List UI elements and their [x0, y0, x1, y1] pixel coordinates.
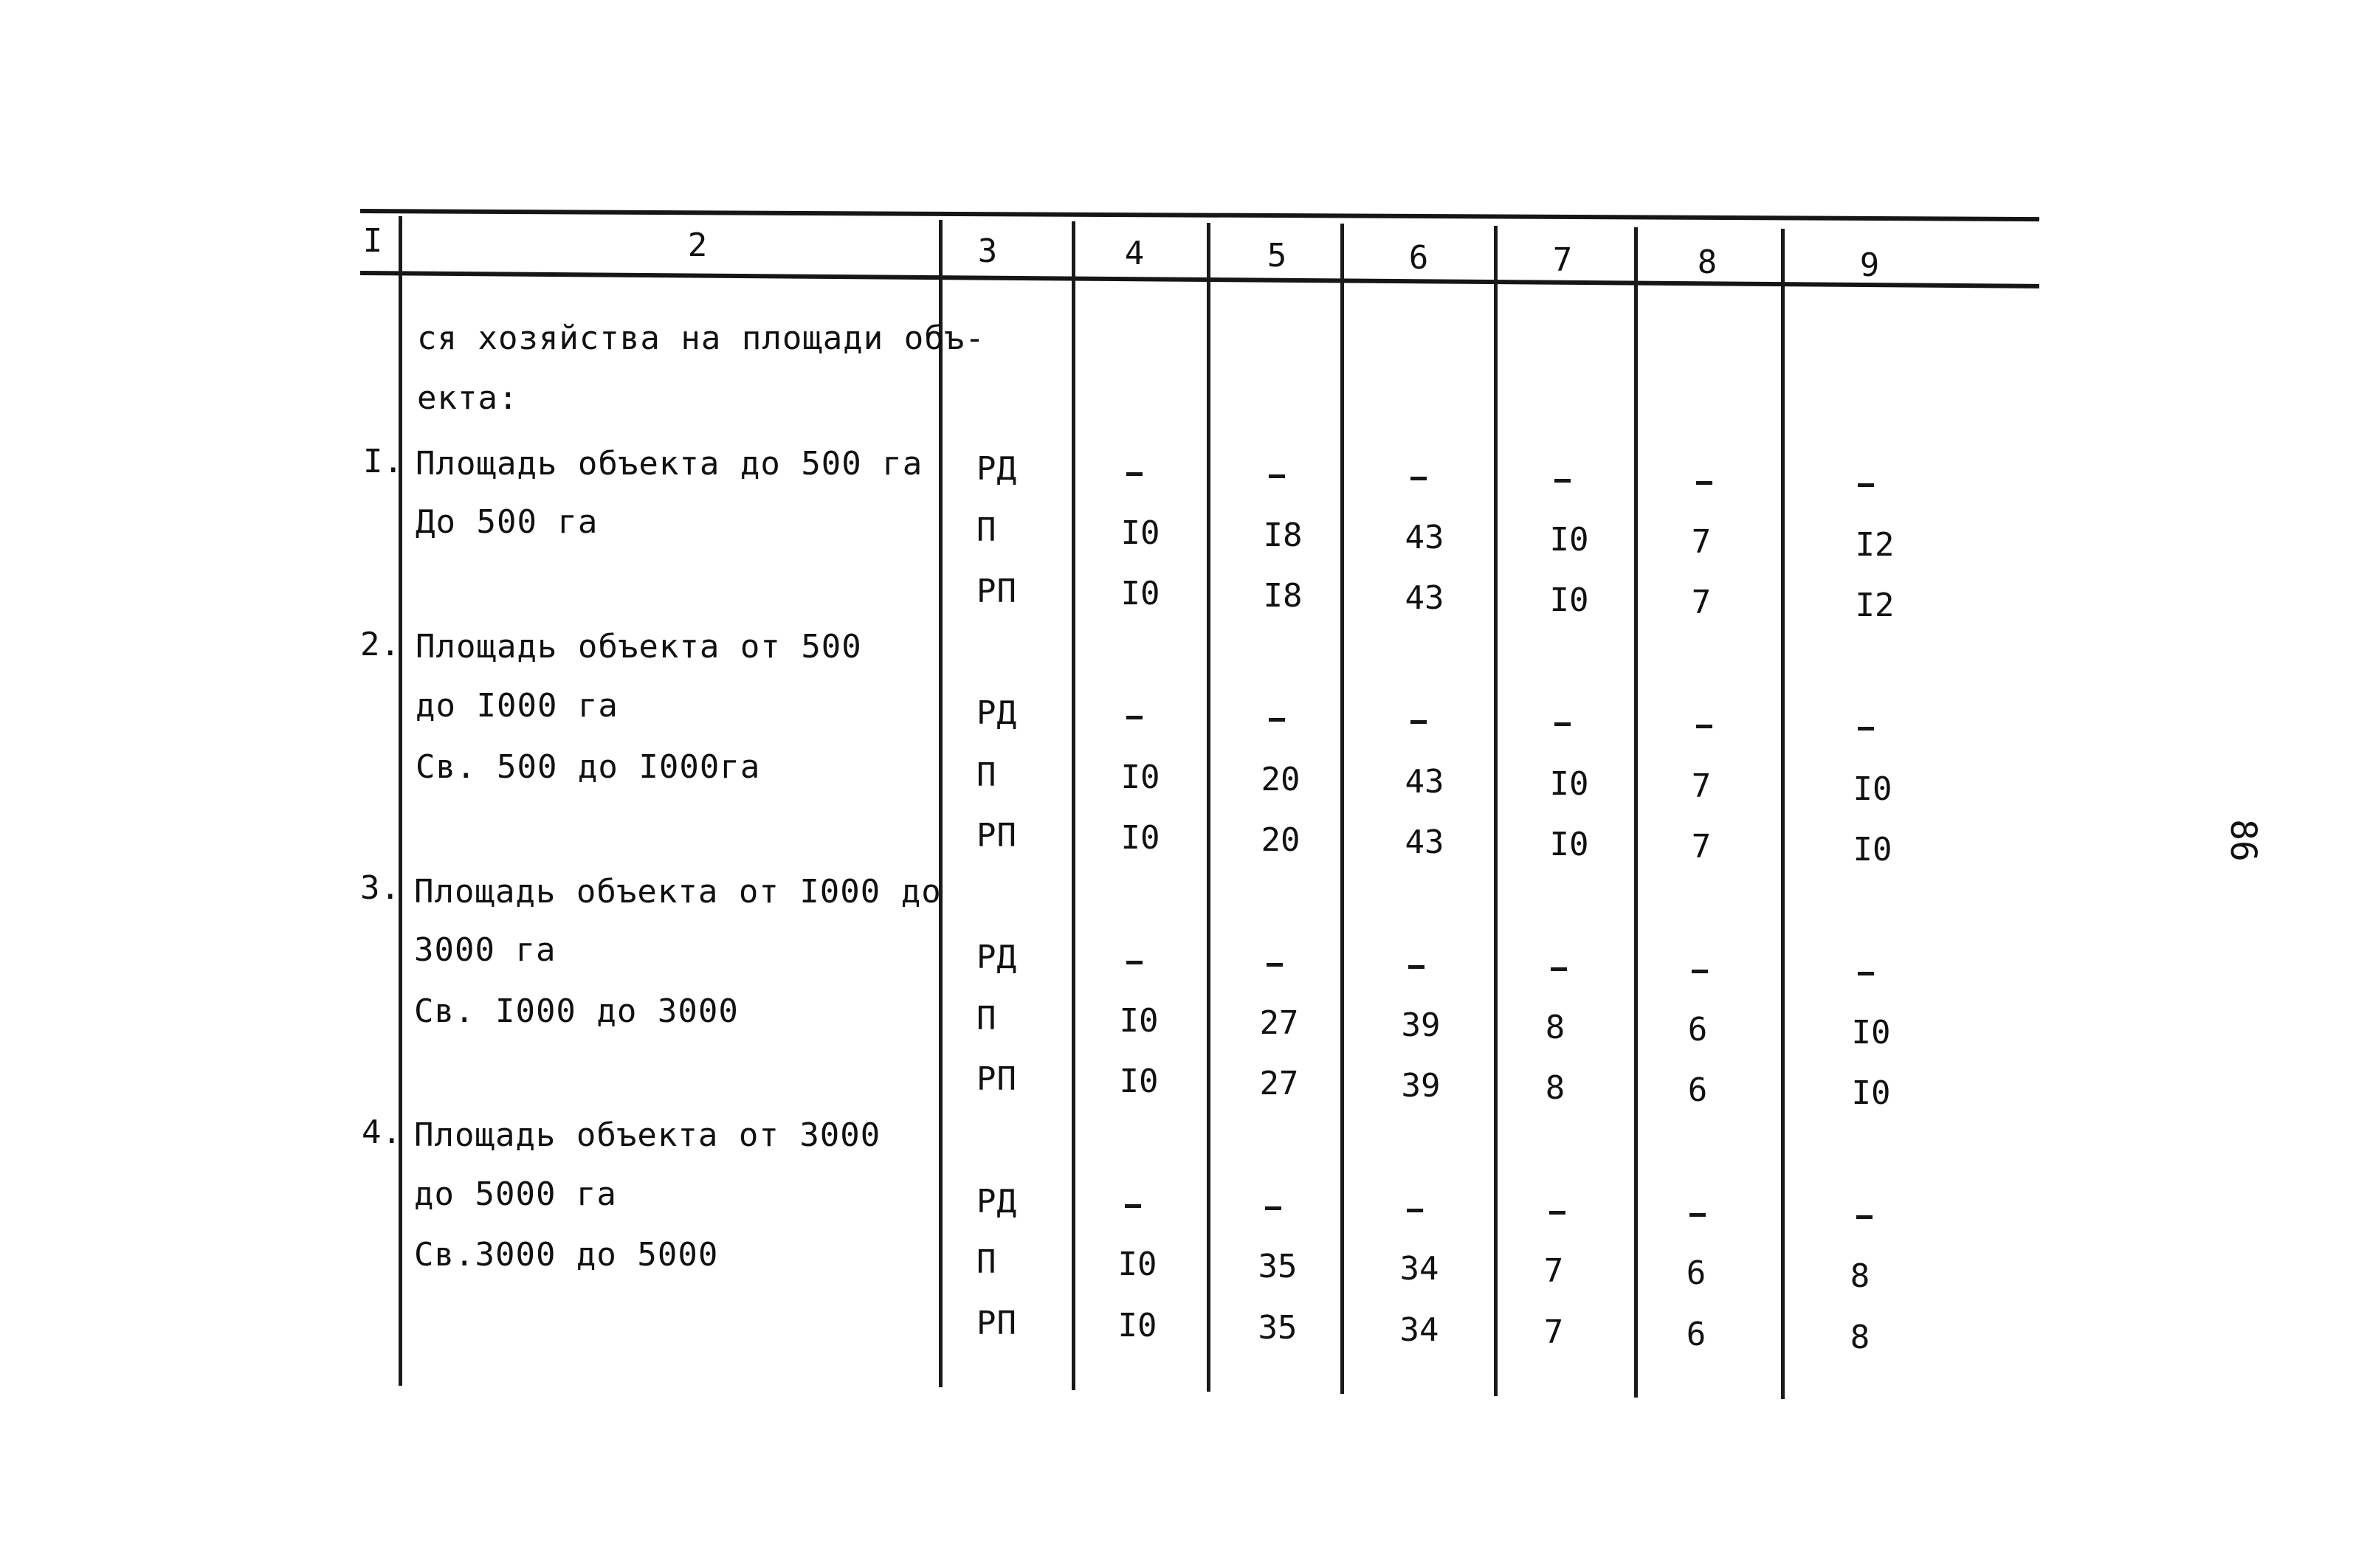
table-cell: 7	[1691, 767, 1712, 805]
empty-value-dash	[1125, 1204, 1141, 1208]
header-bottom-rule	[360, 271, 2039, 289]
row-code: П	[976, 756, 997, 794]
row-code: РП	[976, 573, 1017, 610]
header-cell-7: 7	[1552, 241, 1573, 279]
header-cell-2: 2	[687, 227, 708, 264]
empty-value-dash	[1554, 479, 1571, 483]
table-cell: I0	[1119, 1063, 1159, 1100]
table-cell: 27	[1259, 1004, 1299, 1042]
group-description-line: Площадь объекта до 500 га	[416, 445, 923, 483]
empty-value-dash	[1689, 1213, 1706, 1217]
empty-value-dash	[1856, 1215, 1873, 1219]
empty-value-dash	[1265, 1206, 1281, 1210]
table-cell: 7	[1691, 523, 1712, 561]
group-number: 2.	[360, 626, 401, 663]
group-description-line: до 5000 га	[414, 1175, 617, 1213]
table-cell: I0	[1120, 514, 1160, 552]
row-code: П	[976, 1000, 997, 1037]
header-cell-5: 5	[1267, 237, 1287, 274]
group-number: I.	[363, 443, 404, 480]
table-cell: I0	[1120, 819, 1160, 857]
table-cell: 8	[1850, 1257, 1870, 1295]
table-cell: 7	[1691, 828, 1712, 866]
empty-value-dash	[1408, 965, 1424, 969]
header-top-rule	[360, 209, 2039, 221]
empty-value-dash	[1269, 474, 1285, 478]
row-code: РП	[976, 1305, 1017, 1342]
row-code: РП	[976, 1060, 1017, 1098]
empty-value-dash	[1858, 972, 1874, 975]
header-cell-9: 9	[1859, 246, 1880, 284]
table-cell: I0	[1117, 1246, 1157, 1283]
empty-value-dash	[1410, 477, 1427, 480]
column-divider	[1340, 224, 1344, 1394]
empty-value-dash	[1551, 967, 1567, 971]
table-cell: I0	[1853, 831, 1892, 868]
table-cell: 8	[1545, 1069, 1565, 1107]
intro-line: ся хозяйства на площади объ-	[417, 320, 985, 357]
column-divider	[1494, 226, 1498, 1396]
group-description-line: Св. 500 до I000га	[416, 748, 761, 786]
table-cell: I0	[1549, 765, 1589, 803]
table-cell: 20	[1261, 821, 1300, 859]
header-cell-1: I	[362, 222, 383, 260]
group-number: 3.	[360, 869, 401, 907]
table-cell: I0	[1549, 581, 1589, 619]
empty-value-dash	[1554, 722, 1571, 726]
table-cell: 43	[1405, 823, 1444, 861]
group-description-line: 3000 га	[414, 931, 557, 969]
empty-value-dash	[1126, 961, 1143, 964]
table-cell: I0	[1119, 1002, 1159, 1040]
table-cell: I0	[1120, 575, 1160, 612]
table-cell: 35	[1258, 1309, 1298, 1347]
header-cell-6: 6	[1408, 239, 1429, 277]
table-cell: I0	[1549, 826, 1589, 863]
empty-value-dash	[1410, 720, 1427, 724]
table-cell: 35	[1258, 1248, 1298, 1285]
table-cell: I2	[1855, 526, 1895, 564]
table-cell: I8	[1263, 517, 1303, 554]
group-description-line: Площадь объекта от 500	[416, 628, 862, 666]
row-code: РД	[976, 450, 1017, 488]
empty-value-dash	[1126, 716, 1143, 719]
table-cell: I0	[1853, 770, 1892, 808]
table-cell: I8	[1263, 577, 1303, 615]
group-description-line: Площадь объекта от 3000	[414, 1116, 881, 1154]
group-description-line: До 500 га	[416, 503, 599, 541]
row-code: П	[976, 1243, 997, 1281]
column-divider	[939, 220, 943, 1387]
header-cell-3: 3	[977, 232, 998, 270]
table-cell: 6	[1686, 1316, 1706, 1353]
table-cell: 6	[1687, 1071, 1708, 1109]
table-cell: 7	[1543, 1313, 1564, 1351]
table-cell: 39	[1401, 1067, 1441, 1105]
table-cell: 43	[1405, 763, 1444, 801]
table-cell: 7	[1691, 584, 1712, 621]
table-cell: I0	[1851, 1014, 1891, 1051]
table-cell: 6	[1686, 1254, 1706, 1292]
group-description-line: Св.3000 до 5000	[414, 1236, 719, 1274]
table-cell: I2	[1855, 587, 1895, 624]
table-cell: I0	[1549, 521, 1589, 559]
empty-value-dash	[1407, 1209, 1423, 1212]
header-cell-4: 4	[1124, 235, 1145, 272]
group-description-line: Св. I000 до 3000	[414, 992, 739, 1030]
row-code: РП	[976, 817, 1017, 854]
column-divider	[1207, 223, 1210, 1392]
column-divider	[1072, 221, 1075, 1390]
column-divider	[1634, 227, 1638, 1398]
empty-value-dash	[1696, 481, 1712, 485]
empty-value-dash	[1696, 725, 1712, 728]
table-cell: 8	[1545, 1009, 1565, 1046]
page-number: 86	[2222, 819, 2264, 862]
empty-value-dash	[1549, 1211, 1565, 1215]
column-divider	[1781, 229, 1785, 1399]
table-cell: 43	[1405, 519, 1444, 556]
table-cell: 20	[1261, 761, 1300, 798]
table-cell: 34	[1399, 1250, 1439, 1288]
row-code: РД	[976, 694, 1017, 732]
header-cell-8: 8	[1697, 244, 1718, 281]
group-description-line: Площадь объекта от I000 до	[414, 873, 942, 911]
table-cell: 8	[1850, 1319, 1870, 1356]
row-code: РД	[976, 1183, 1017, 1220]
table-cell: I0	[1120, 759, 1160, 796]
table-cell: 34	[1399, 1311, 1439, 1349]
row-code: П	[976, 511, 997, 549]
group-number: 4.	[362, 1113, 402, 1151]
empty-value-dash	[1269, 718, 1285, 722]
table-cell: I0	[1117, 1307, 1157, 1344]
row-code: РД	[976, 939, 1017, 976]
group-description-line: до I000 га	[416, 687, 619, 725]
table-cell: 39	[1401, 1006, 1441, 1044]
empty-value-dash	[1692, 970, 1708, 973]
table-cell: 7	[1543, 1252, 1564, 1290]
column-divider	[399, 216, 402, 1386]
table-cell: I0	[1851, 1074, 1891, 1112]
table-cell: 27	[1259, 1065, 1299, 1102]
empty-value-dash	[1267, 963, 1283, 967]
table-cell: 6	[1687, 1011, 1708, 1049]
table-cell: 43	[1405, 579, 1444, 617]
intro-line: екта:	[417, 379, 519, 417]
empty-value-dash	[1858, 483, 1874, 487]
empty-value-dash	[1858, 727, 1874, 731]
empty-value-dash	[1126, 472, 1143, 476]
